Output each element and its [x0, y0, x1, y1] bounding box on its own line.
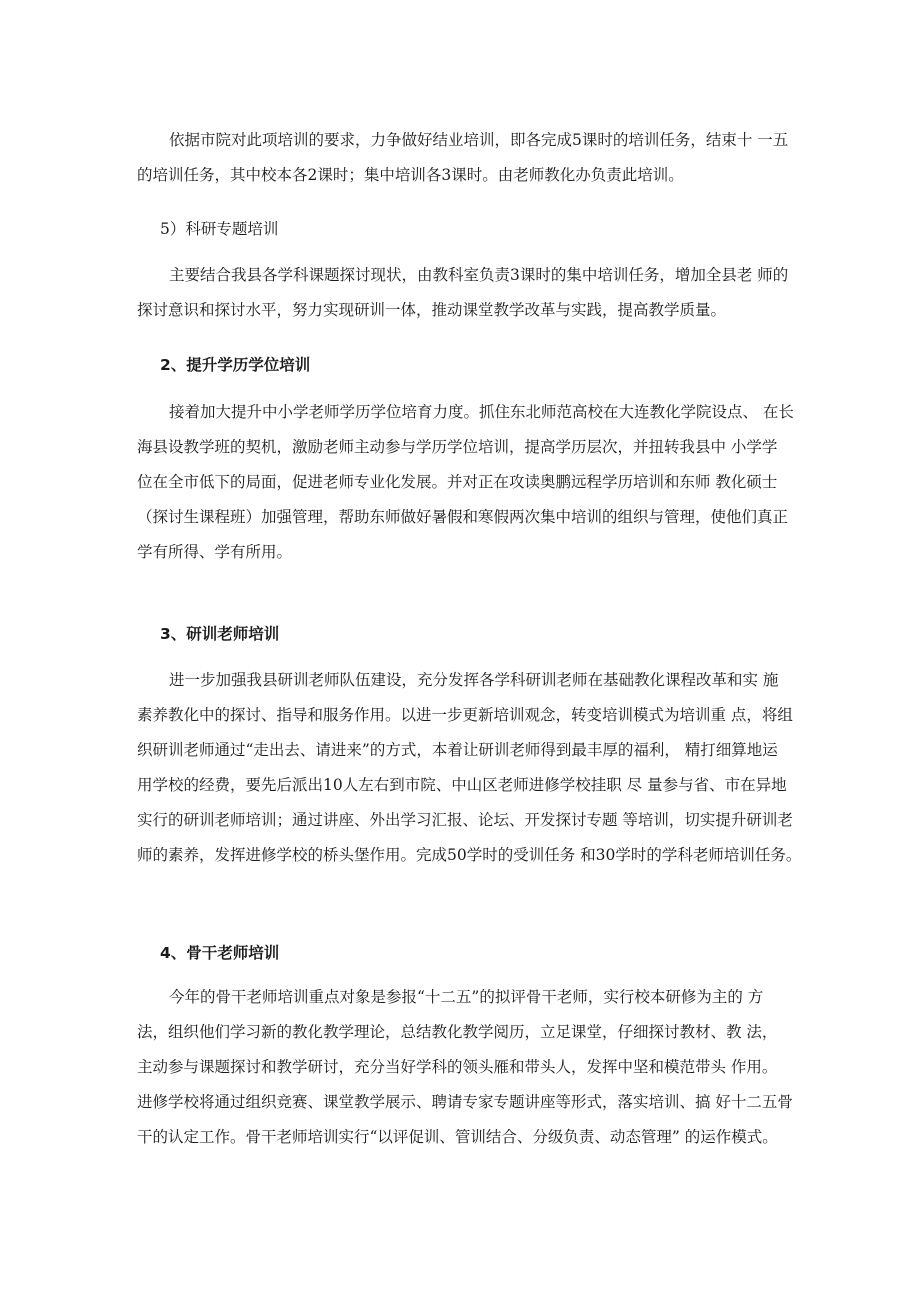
paragraph-line: 法，组织他们学习新的教化教学理论，总结教化教学阅历，立足课堂，仔细探讨教材、教 法， [137, 1023, 778, 1041]
paragraph-line: 依据市院对此项培训的要求，力争做好结业培训，即各完成5课时的培训任务，结束十 一五 [169, 131, 789, 149]
paragraph-line: 今年的骨干老师培训重点对象是参报“十二五”的拟评骨干老师，实行校本研修为主的 方 [169, 988, 764, 1006]
paragraph-research-teachers [137, 663, 802, 873]
section-heading-backbone-teachers: 4、骨干老师培训 [160, 944, 280, 962]
paragraph-line: 的培训任务，其中校本各2课时；集中培训各3课时。由老师教化办负责此培训。 [137, 166, 684, 184]
paragraph-line: （探讨生课程班）加强管理，帮助东师做好暑假和寒假两次集中培训的组织与管理，使他们真正 [137, 508, 789, 526]
paragraph-line: 接着加大提升中小学老师学历学位培育力度。抓住东北师范高校在大连教化学院设点、 在长 [169, 403, 794, 421]
paragraph-backbone-teachers [137, 980, 797, 1155]
section-heading-research-teachers: 3、研训老师培训 [160, 625, 280, 643]
paragraph-line: 进修学校将通过组织竞赛、课堂教学展示、聘请专家专题讲座等形式，落实培训、搞 好十二五骨 [137, 1093, 793, 1111]
paragraph-line: 干的认定工作。骨干老师培训实行“以评促训、管训结合、分级负责、动态管理” 的运作模式。 [137, 1128, 778, 1146]
paragraph-line: 织研训老师通过“走出去、请进来”的方式，本着让研训老师得到最丰厚的福利， 精打细算地运 [137, 741, 778, 759]
paragraph-line: 位在全市低下的局面，促进老师专业化发展。并对正在攻读奥鹏远程学历培训和东师 教化硕士 [137, 473, 778, 491]
paragraph-degree-training [137, 395, 797, 570]
paragraph-line: 素养教化中的探讨、指导和服务作用。以进一步更新培训观念，转变培训模式为培训重 点，将组 [137, 706, 793, 724]
paragraph-line: 主要结合我县各学科课题探讨现状，由教科室负责3课时的集中培训任务，增加全县老 师的 [169, 266, 789, 284]
section-heading-degree: 2、提升学历学位培训 [160, 356, 311, 374]
paragraph-line: 学有所得、学有所用。 [137, 543, 293, 561]
paragraph-line: 探讨意识和探讨水平，努力实现研训一体，推动课堂教学改革与实践，提高教学质量。 [137, 301, 727, 319]
paragraph-research-training [137, 258, 797, 328]
paragraph-line: 用学校的经费，要先后派出10人左右到市院、中山区老师进修学校挂职 尽 量参与省、市在异地 [137, 776, 787, 794]
paragraph-line: 主动参与课题探讨和教学研讨，充分当好学科的领头雁和带头人，发挥中坚和模范带头 作用。 [137, 1058, 778, 1076]
paragraph-settlement-training [137, 123, 797, 193]
paragraph-line: 进一步加强我县研训老师队伍建设，充分发挥各学科研训老师在基础教化课程改革和实 施 [169, 671, 779, 689]
paragraph-line: 师的素养，发挥进修学校的桥头堡作用。完成50学时的受训任务 和30学时的学科老师培训任务。 [137, 846, 802, 864]
paragraph-line: 海县设教学班的契机，激励老师主动参与学历学位培训，提高学历层次，并扭转我县中 小学学 [137, 438, 778, 456]
paragraph-line: 实行的研训老师培训；通过讲座、外出学习汇报、论坛、开发探讨专题 等培训，切实提升研训老 [137, 811, 793, 829]
subheading-research-training: 5）科研专题培训 [160, 220, 279, 238]
